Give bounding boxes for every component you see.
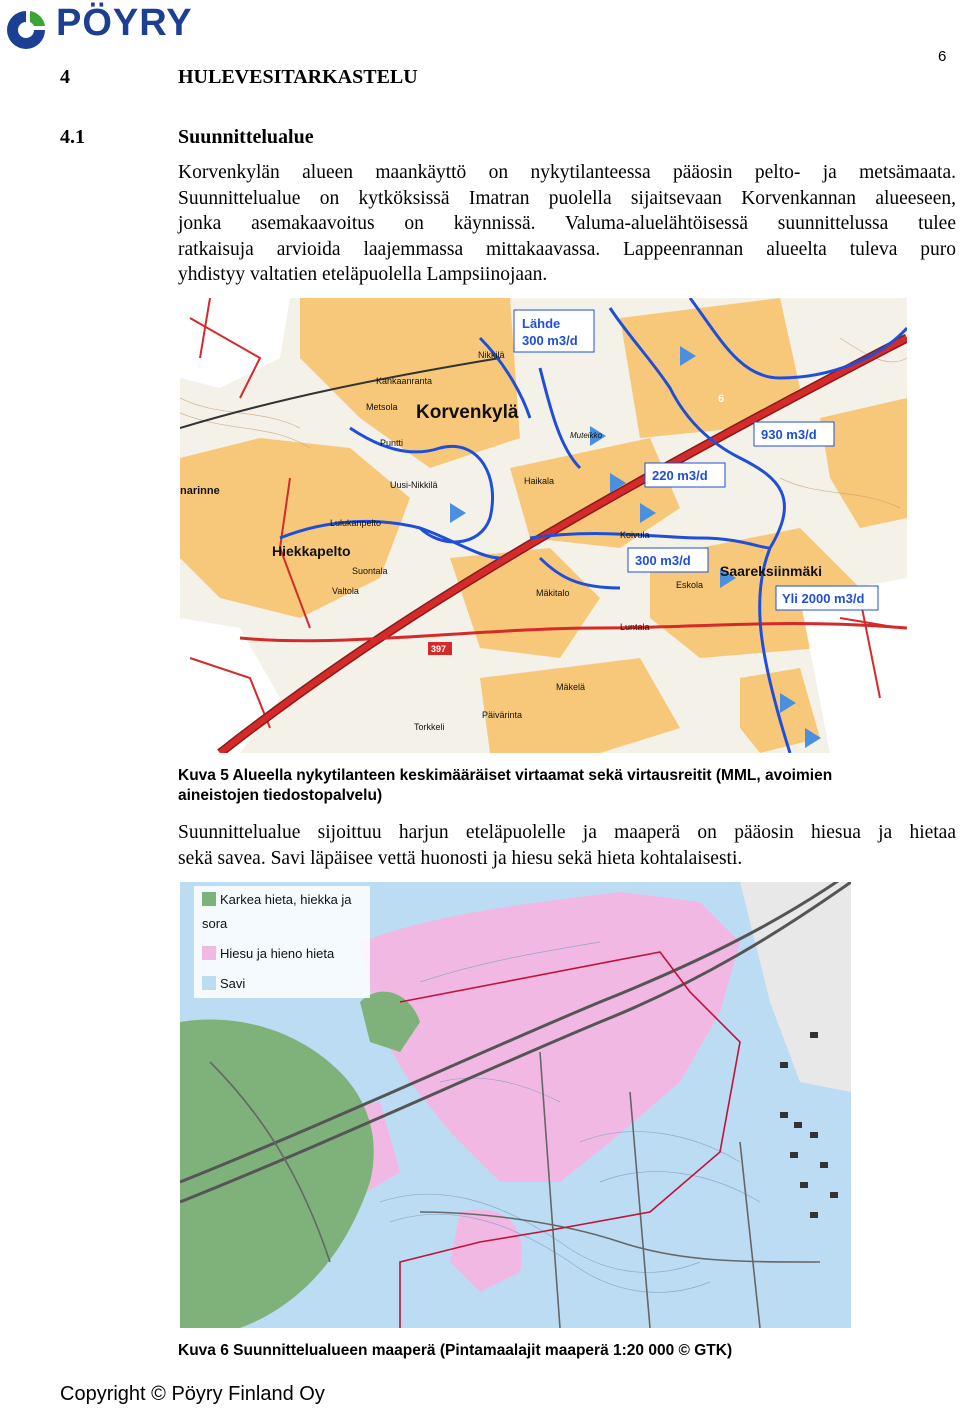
figure-caption-5 (178, 766, 958, 806)
place-lulukanpelto: Lulukanpelto (330, 518, 382, 528)
poyry-logo-text: PÖYRY (56, 2, 193, 44)
place-makela: Mäkelä (556, 682, 586, 692)
paragraph-2 (178, 820, 956, 871)
figure-caption-6: Kuva 6 Suunnittelualueen maaperä (Pintamaalajit maaperä 1:20 000 © GTK) (178, 1342, 733, 1359)
place-kankaanranta: Kankaanranta (376, 376, 433, 386)
place-narinne: narinne (180, 485, 220, 497)
place-saareksiinmaki: Saareksiinmäki (720, 563, 822, 579)
place-makitalo: Mäkitalo (536, 588, 570, 598)
paragraph-line: sekä savea. Savi läpäisee vettä huonosti ja hiesu sekä hieta kohtalaisesti. (178, 847, 743, 869)
legend-swatch-coarse (202, 892, 216, 906)
place-torkkeli: Torkkeli (414, 722, 445, 732)
poyry-logo-icon (4, 8, 48, 52)
label-2000: Yli 2000 m3/d (782, 591, 865, 606)
flow-label-930 (754, 422, 834, 446)
place-korvenkyla: Korvenkylä (416, 402, 519, 423)
paragraph-line: jonka asemakaavoitus on käynnissä. Valuma-aluelähtöisessä suunnittelussa tulee (178, 213, 956, 234)
place-eskola: Eskola (676, 580, 704, 590)
legend-swatch-clay (202, 976, 216, 990)
legend-coarse-line1: Karkea hieta, hiekka ja (220, 892, 352, 907)
flow-route-map (180, 298, 907, 753)
footer-copyright: Copyright © Pöyry Finland Oy (60, 1383, 325, 1405)
label-source-flow: 300 m3/d (522, 333, 578, 348)
label-300: 300 m3/d (635, 553, 691, 568)
subsection-title: Suunnittelualue (178, 126, 314, 148)
legend-fine: Hiesu ja hieno hieta (220, 946, 335, 961)
flow-label-2000 (776, 586, 878, 610)
soil-legend (194, 886, 370, 998)
paragraph-line: Korvenkylän alueen maankäyttö on nykytilanteessa pääosin pelto- ja metsämaata. (178, 162, 956, 183)
label-220: 220 m3/d (652, 468, 708, 483)
place-luntala: Luntala (620, 622, 650, 632)
caption-line: Kuva 5 Alueella nykytilanteen keskimääräiset virtaamat sekä virtausreitit (MML, avoimien (178, 767, 833, 784)
paragraph-line: ratkaisuja arvioida laajemmassa mittakaavassa. Lappeenrannan alueelta tuleva puro (178, 238, 956, 260)
road-397-label: 397 (431, 644, 447, 654)
label-930: 930 m3/d (761, 427, 817, 442)
place-uusi-nikkila: Uusi-Nikkilä (390, 480, 438, 490)
flow-label-300 (628, 548, 708, 572)
flow-label-220 (645, 463, 725, 487)
caption-line: aineistojen tiedostopalvelu) (178, 787, 383, 804)
place-metsola: Metsola (366, 402, 398, 412)
paragraph-line: Suunnittelualue sijoittuu harjun eteläpuolelle ja maaperä on pääosin hiesua ja hietaa (178, 822, 956, 843)
road-397-badge (428, 642, 452, 655)
paragraph-line: Suunnittelualue on kytköksissä Imatran puolella sijaitsevaan Korvenkannan alueeseen, (178, 187, 956, 209)
road-6-label: 6 (718, 393, 725, 405)
subsection-number: 4.1 (60, 126, 85, 148)
paragraph-line: yhdistyy valtatien eteläpuolella Lampsiinojaan. (178, 264, 548, 285)
flow-label-source (514, 310, 594, 352)
place-paivarinta: Päivärinta (482, 710, 523, 720)
place-puntti: Puntti (380, 438, 404, 448)
section-title: HULEVESITARKASTELU (178, 66, 418, 88)
section-number: 4 (60, 66, 70, 88)
label-source: Lähde (522, 316, 561, 331)
place-hiekkapelto: Hiekkapelto (272, 543, 351, 559)
legend-clay: Savi (220, 976, 246, 991)
place-haikala: Haikala (524, 476, 555, 486)
legend-coarse-line2: sora (202, 916, 228, 931)
paragraph-1 (178, 160, 956, 288)
legend-swatch-fine (202, 946, 216, 960)
page-number: 6 (938, 48, 947, 65)
place-valtola: Valtola (332, 586, 359, 596)
soil-map (180, 882, 851, 1328)
place-koivula: Koivula (620, 530, 650, 540)
place-nikkila: Nikkilä (478, 350, 505, 360)
place-muteikko: Muteikko (570, 431, 603, 440)
place-suontala: Suontala (352, 566, 388, 576)
